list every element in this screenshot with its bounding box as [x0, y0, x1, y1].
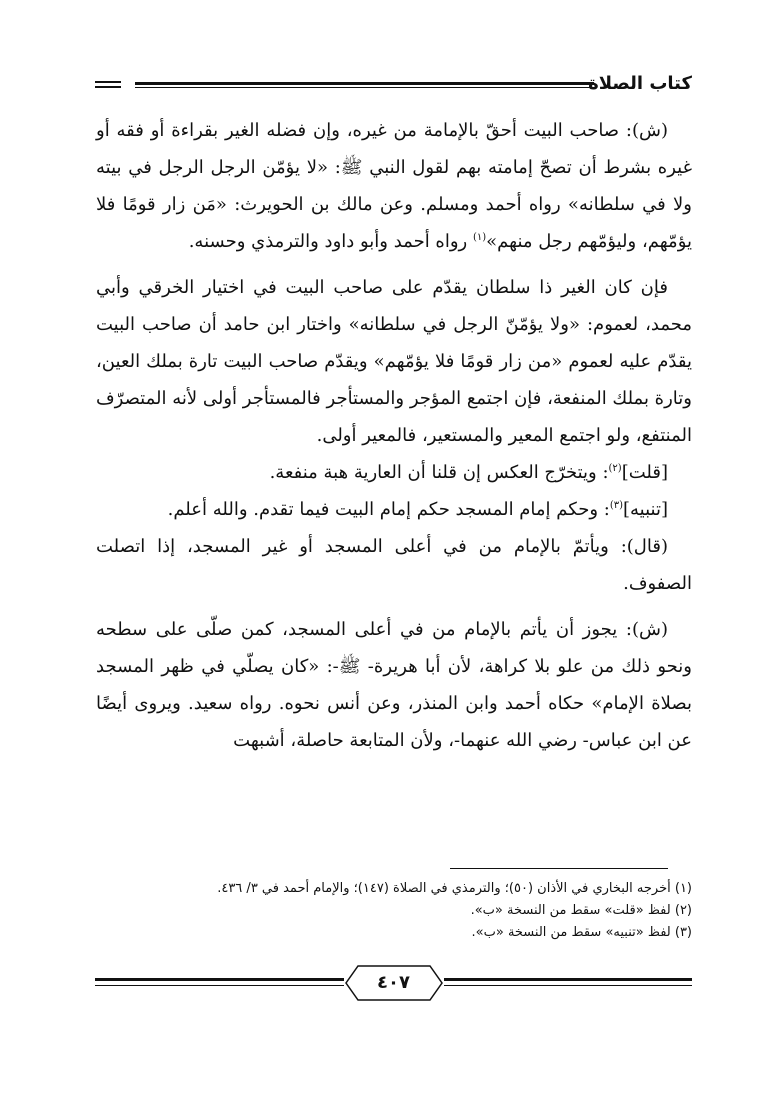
footnote-3: (٣) لفظ «تنبيه» سقط من النسخة «ب».: [471, 925, 692, 940]
running-title: كتاب الصلاة: [588, 73, 692, 94]
paragraph-5: (قال): ويأتمّ بالإمام من في أعلى المسجد أو غير المسجد، إذا اتصلت الصفوف.: [96, 536, 692, 594]
paragraph-3-lead: [قلت]: [621, 462, 668, 483]
footnote-ref-2[interactable]: (٢): [608, 463, 622, 474]
footnote-separator: [450, 868, 668, 869]
paragraph-1-text: (ش): صاحب البيت أحقّ بالإمامة من غيره، وإن فضله الغير بقراءة أو فقه أو غيره بشرط أن تصحّ إمامته بهم لقول النبي ﷺ: «لا يؤمّن الرجل الرجل في بيته ولا في سلطانه» رواه أحمد ومسلم. وعن مالك بن الحويرث: «مَن زار قومًا فلا يؤمّهم، وليؤمّهم رجل منهم»: [96, 120, 692, 252]
header-rule-thin: [135, 87, 594, 88]
header-ornament: [95, 81, 121, 88]
page-footer: [95, 964, 692, 1004]
paragraph-2: فإن كان الغير ذا سلطان يقدّم على صاحب البيت في اختيار الخرقي وأبي محمد، لعموم: «ولا يؤمّنّ الرجل في سلطانه» واختار ابن حامد أن صاحب البيت يقدّم عليه لعموم «من زار قومًا فلا يؤمّهم» ويقدّم صاحب البيت تارة بملك العين، وتارة بملك المنفعة، فإن اجتمع المؤجر والمستأجر فالمستأجر أولى لأنه المتصرّف المنتفع، ولو اجتمع المعير والمستعير، فالمعير أولى.: [95, 277, 692, 446]
footnotes: [96, 878, 692, 944]
paragraph-4-text: : وحكم إمام المسجد حكم إمام البيت فيما تقدم. والله أعلم.: [167, 499, 610, 520]
page-number: ٤٠٧: [377, 972, 410, 993]
paragraph-4-lead: [تنبيه]: [623, 499, 668, 520]
main-text: [96, 112, 692, 759]
paragraph-6: (ش): يجوز أن يأتم بالإمام من في أعلى المسجد، كمن صلّى على سطحه ونحو ذلك من علو بلا كراهة، لأن أبا هريرة- ﷺ-: «كان يصلّي في ظهر المسجد بصلاة الإمام» حكاه أحمد وابن المنذر، وعن أنس نحوه. رواه سعيد. ويروى أيضًا عن ابن عباس- رضي الله عنهما-، ولأن المتابعة حاصلة، أشبهت: [96, 619, 692, 751]
header-rule: [135, 82, 594, 85]
paragraph-4: [96, 491, 692, 528]
paragraph-1: [96, 112, 692, 260]
footnote-ref-3[interactable]: (٣): [609, 500, 623, 511]
footnote-2: (٢) لفظ «قلت» سقط من النسخة «ب».: [470, 903, 692, 918]
paragraph-3-text: : ويتخرّج العكس إن قلنا أن العارية هبة منفعة.: [269, 462, 609, 483]
page-header: [95, 70, 692, 98]
page-number-frame: [344, 964, 444, 1002]
footnote-1: (١) أخرجه البخاري في الأذان (٥٠)؛ والترمذي في الصلاة (١٤٧)؛ والإمام أحمد في ٣/ ٤٣٦.: [217, 881, 692, 896]
paragraph-1-tail: رواه أحمد وأبو داود والترمذي وحسنه.: [188, 231, 473, 252]
paragraph-3: [96, 454, 692, 491]
footnote-ref-1[interactable]: (١): [472, 232, 487, 243]
